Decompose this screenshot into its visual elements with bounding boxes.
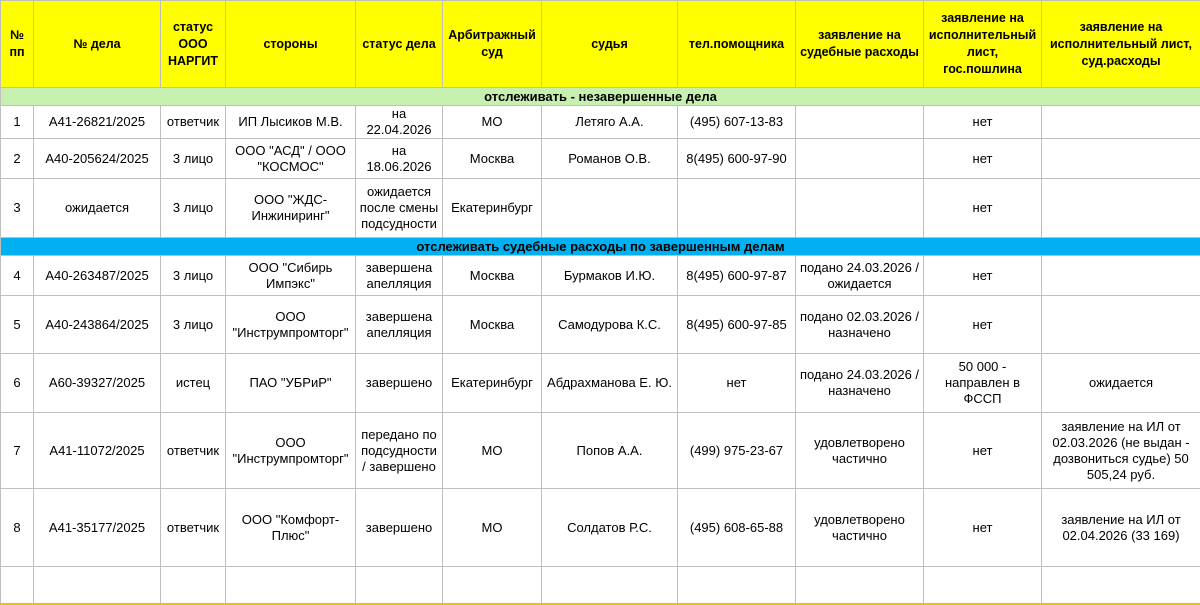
table-row xyxy=(1,354,1200,413)
table-row xyxy=(1,179,1200,238)
section-row-completed xyxy=(1,238,1200,256)
table-row xyxy=(1,106,1200,139)
cell-case-status[interactable]: ожидается после смены подсудности xyxy=(356,179,443,238)
cell-status[interactable]: ответчик xyxy=(161,413,226,489)
section-title[interactable]: отслеживать судебные расходы по завершенным делам xyxy=(1,238,1200,256)
cell-expenses[interactable] xyxy=(796,179,924,238)
cell-writ-expenses[interactable]: ожидается xyxy=(1042,354,1200,413)
cell-writ-fee[interactable]: нет xyxy=(924,106,1042,139)
cell-expenses[interactable]: удовлетворено частично xyxy=(796,413,924,489)
cell-phone[interactable]: 8(495) 600-97-87 xyxy=(678,256,796,296)
cell-case[interactable] xyxy=(34,567,161,604)
cell-court[interactable]: Москва xyxy=(443,256,542,296)
cell-number[interactable]: 5 xyxy=(1,296,34,354)
cell-expenses[interactable] xyxy=(796,567,924,604)
header-cell[interactable]: тел.помощника xyxy=(678,1,796,88)
cell-writ-fee[interactable]: нет xyxy=(924,413,1042,489)
cell-judge[interactable]: Романов О.В. xyxy=(542,139,678,179)
table-row xyxy=(1,567,1200,604)
cell-case[interactable]: А40-263487/2025 xyxy=(34,256,161,296)
header-cell[interactable]: Арбитражный суд xyxy=(443,1,542,88)
cell-judge[interactable] xyxy=(542,567,678,604)
cell-phone[interactable]: (495) 608-65-88 xyxy=(678,489,796,567)
cell-case-status[interactable]: завершена апелляция xyxy=(356,296,443,354)
cell-writ-fee[interactable]: нет xyxy=(924,256,1042,296)
cell-status[interactable]: ответчик xyxy=(161,489,226,567)
table-row xyxy=(1,256,1200,296)
cell-expenses[interactable]: удовлетворено частично xyxy=(796,489,924,567)
cell-number[interactable]: 7 xyxy=(1,413,34,489)
cell-case-status[interactable]: передано по подсудности / завершено xyxy=(356,413,443,489)
cell-writ-expenses[interactable] xyxy=(1042,179,1200,238)
header-cell[interactable]: статус дела xyxy=(356,1,443,88)
cell-writ-expenses[interactable]: заявление на ИЛ от 02.03.2026 (не выдан - дозвониться судье) 50 505,24 руб. xyxy=(1042,413,1200,489)
cell-number[interactable] xyxy=(1,567,34,604)
cell-case[interactable]: А40-205624/2025 xyxy=(34,139,161,179)
cell-expenses[interactable] xyxy=(796,106,924,139)
cell-number[interactable]: 6 xyxy=(1,354,34,413)
table-row xyxy=(1,489,1200,567)
cell-court[interactable]: МО xyxy=(443,413,542,489)
cell-judge[interactable]: Попов А.А. xyxy=(542,413,678,489)
cell-expenses[interactable]: подано 24.03.2026 / ожидается xyxy=(796,256,924,296)
table-row xyxy=(1,296,1200,354)
header-cell[interactable]: № дела xyxy=(34,1,161,88)
cell-writ-fee[interactable]: нет xyxy=(924,179,1042,238)
cell-number[interactable]: 8 xyxy=(1,489,34,567)
cell-judge[interactable]: Летяго А.А. xyxy=(542,106,678,139)
cell-case[interactable]: А41-35177/2025 xyxy=(34,489,161,567)
cell-case[interactable]: ожидается xyxy=(34,179,161,238)
cell-expenses[interactable]: подано 24.03.2026 / назначено xyxy=(796,354,924,413)
header-cell[interactable]: судья xyxy=(542,1,678,88)
cell-case[interactable]: А41-26821/2025 xyxy=(34,106,161,139)
cell-status[interactable]: истец xyxy=(161,354,226,413)
cell-phone[interactable]: (499) 975-23-67 xyxy=(678,413,796,489)
cell-writ-expenses[interactable] xyxy=(1042,106,1200,139)
section-title[interactable]: отслеживать - незавершенные дела xyxy=(1,88,1200,106)
cell-parties[interactable] xyxy=(226,567,356,604)
cell-status[interactable]: 3 лицо xyxy=(161,296,226,354)
cell-parties[interactable]: ООО "ЖДС-Инжиниринг" xyxy=(226,179,356,238)
header-row xyxy=(1,1,1200,88)
cell-writ-fee[interactable]: 50 000 - направлен в ФССП xyxy=(924,354,1042,413)
cell-status[interactable]: 3 лицо xyxy=(161,256,226,296)
header-cell[interactable]: статус ООО НАРГИТ xyxy=(161,1,226,88)
cell-court[interactable]: МО xyxy=(443,106,542,139)
cell-case-status[interactable]: завершено xyxy=(356,354,443,413)
cell-number[interactable]: 3 xyxy=(1,179,34,238)
cell-writ-fee[interactable]: нет xyxy=(924,296,1042,354)
cell-case-status[interactable]: завершено xyxy=(356,489,443,567)
cell-phone[interactable]: 8(495) 600-97-90 xyxy=(678,139,796,179)
cell-parties[interactable]: ООО "Инструмпромторг" xyxy=(226,296,356,354)
cell-number[interactable]: 2 xyxy=(1,139,34,179)
cell-phone[interactable] xyxy=(678,567,796,604)
cell-court[interactable]: Москва xyxy=(443,139,542,179)
cell-writ-fee[interactable] xyxy=(924,567,1042,604)
cell-expenses[interactable] xyxy=(796,139,924,179)
table-row xyxy=(1,413,1200,489)
cell-status[interactable]: 3 лицо xyxy=(161,179,226,238)
cell-writ-expenses[interactable] xyxy=(1042,256,1200,296)
cell-writ-expenses[interactable] xyxy=(1042,139,1200,179)
cell-judge[interactable] xyxy=(542,179,678,238)
cell-parties[interactable]: ПАО "УБРиР" xyxy=(226,354,356,413)
cell-judge[interactable]: Солдатов Р.С. xyxy=(542,489,678,567)
cell-parties[interactable]: ООО "АСД" / ООО "КОСМОС" xyxy=(226,139,356,179)
header-cell[interactable]: заявление на исполнительный лист, гос.пошлина xyxy=(924,1,1042,88)
cell-writ-expenses[interactable] xyxy=(1042,567,1200,604)
cell-court[interactable]: МО xyxy=(443,489,542,567)
table-row xyxy=(1,139,1200,179)
cell-writ-expenses[interactable] xyxy=(1042,296,1200,354)
cell-phone[interactable]: нет xyxy=(678,354,796,413)
cell-writ-fee[interactable]: нет xyxy=(924,489,1042,567)
cell-expenses[interactable]: подано 02.03.2026 / назначено xyxy=(796,296,924,354)
cell-phone[interactable]: 8(495) 600-97-85 xyxy=(678,296,796,354)
cell-case[interactable]: А40-243864/2025 xyxy=(34,296,161,354)
header-cell[interactable]: № пп xyxy=(1,1,34,88)
cell-case-status[interactable] xyxy=(356,567,443,604)
section-row-active xyxy=(1,88,1200,106)
cell-status[interactable] xyxy=(161,567,226,604)
cell-case-status[interactable]: на 22.04.2026 xyxy=(356,106,443,139)
cell-writ-expenses[interactable]: заявление на ИЛ от 02.04.2026 (33 169) xyxy=(1042,489,1200,567)
cell-number[interactable]: 4 xyxy=(1,256,34,296)
cell-phone[interactable]: (495) 607-13-83 xyxy=(678,106,796,139)
header-cell[interactable]: стороны xyxy=(226,1,356,88)
cell-court[interactable] xyxy=(443,567,542,604)
cell-parties[interactable]: ИП Лысиков М.В. xyxy=(226,106,356,139)
cell-judge[interactable]: Самодурова К.С. xyxy=(542,296,678,354)
cell-parties[interactable]: ООО "Инструмпромторг" xyxy=(226,413,356,489)
cell-judge[interactable]: Абдрахманова Е. Ю. xyxy=(542,354,678,413)
cell-court[interactable]: Москва xyxy=(443,296,542,354)
cell-status[interactable]: ответчик xyxy=(161,106,226,139)
cell-court[interactable]: Екатеринбург xyxy=(443,179,542,238)
cell-parties[interactable]: ООО "Сибирь Импэкс" xyxy=(226,256,356,296)
cell-phone[interactable] xyxy=(678,179,796,238)
cell-writ-fee[interactable]: нет xyxy=(924,139,1042,179)
cell-status[interactable]: 3 лицо xyxy=(161,139,226,179)
cell-case[interactable]: А60-39327/2025 xyxy=(34,354,161,413)
header-cell[interactable]: заявление на исполнительный лист, суд.расходы xyxy=(1042,1,1200,88)
cell-case[interactable]: А41-11072/2025 xyxy=(34,413,161,489)
cell-case-status[interactable]: завершена апелляция xyxy=(356,256,443,296)
cell-parties[interactable]: ООО "Комфорт-Плюс" xyxy=(226,489,356,567)
cell-judge[interactable]: Бурмаков И.Ю. xyxy=(542,256,678,296)
cell-case-status[interactable]: на 18.06.2026 xyxy=(356,139,443,179)
cell-number[interactable]: 1 xyxy=(1,106,34,139)
cell-court[interactable]: Екатеринбург xyxy=(443,354,542,413)
header-cell[interactable]: заявление на судебные расходы xyxy=(796,1,924,88)
